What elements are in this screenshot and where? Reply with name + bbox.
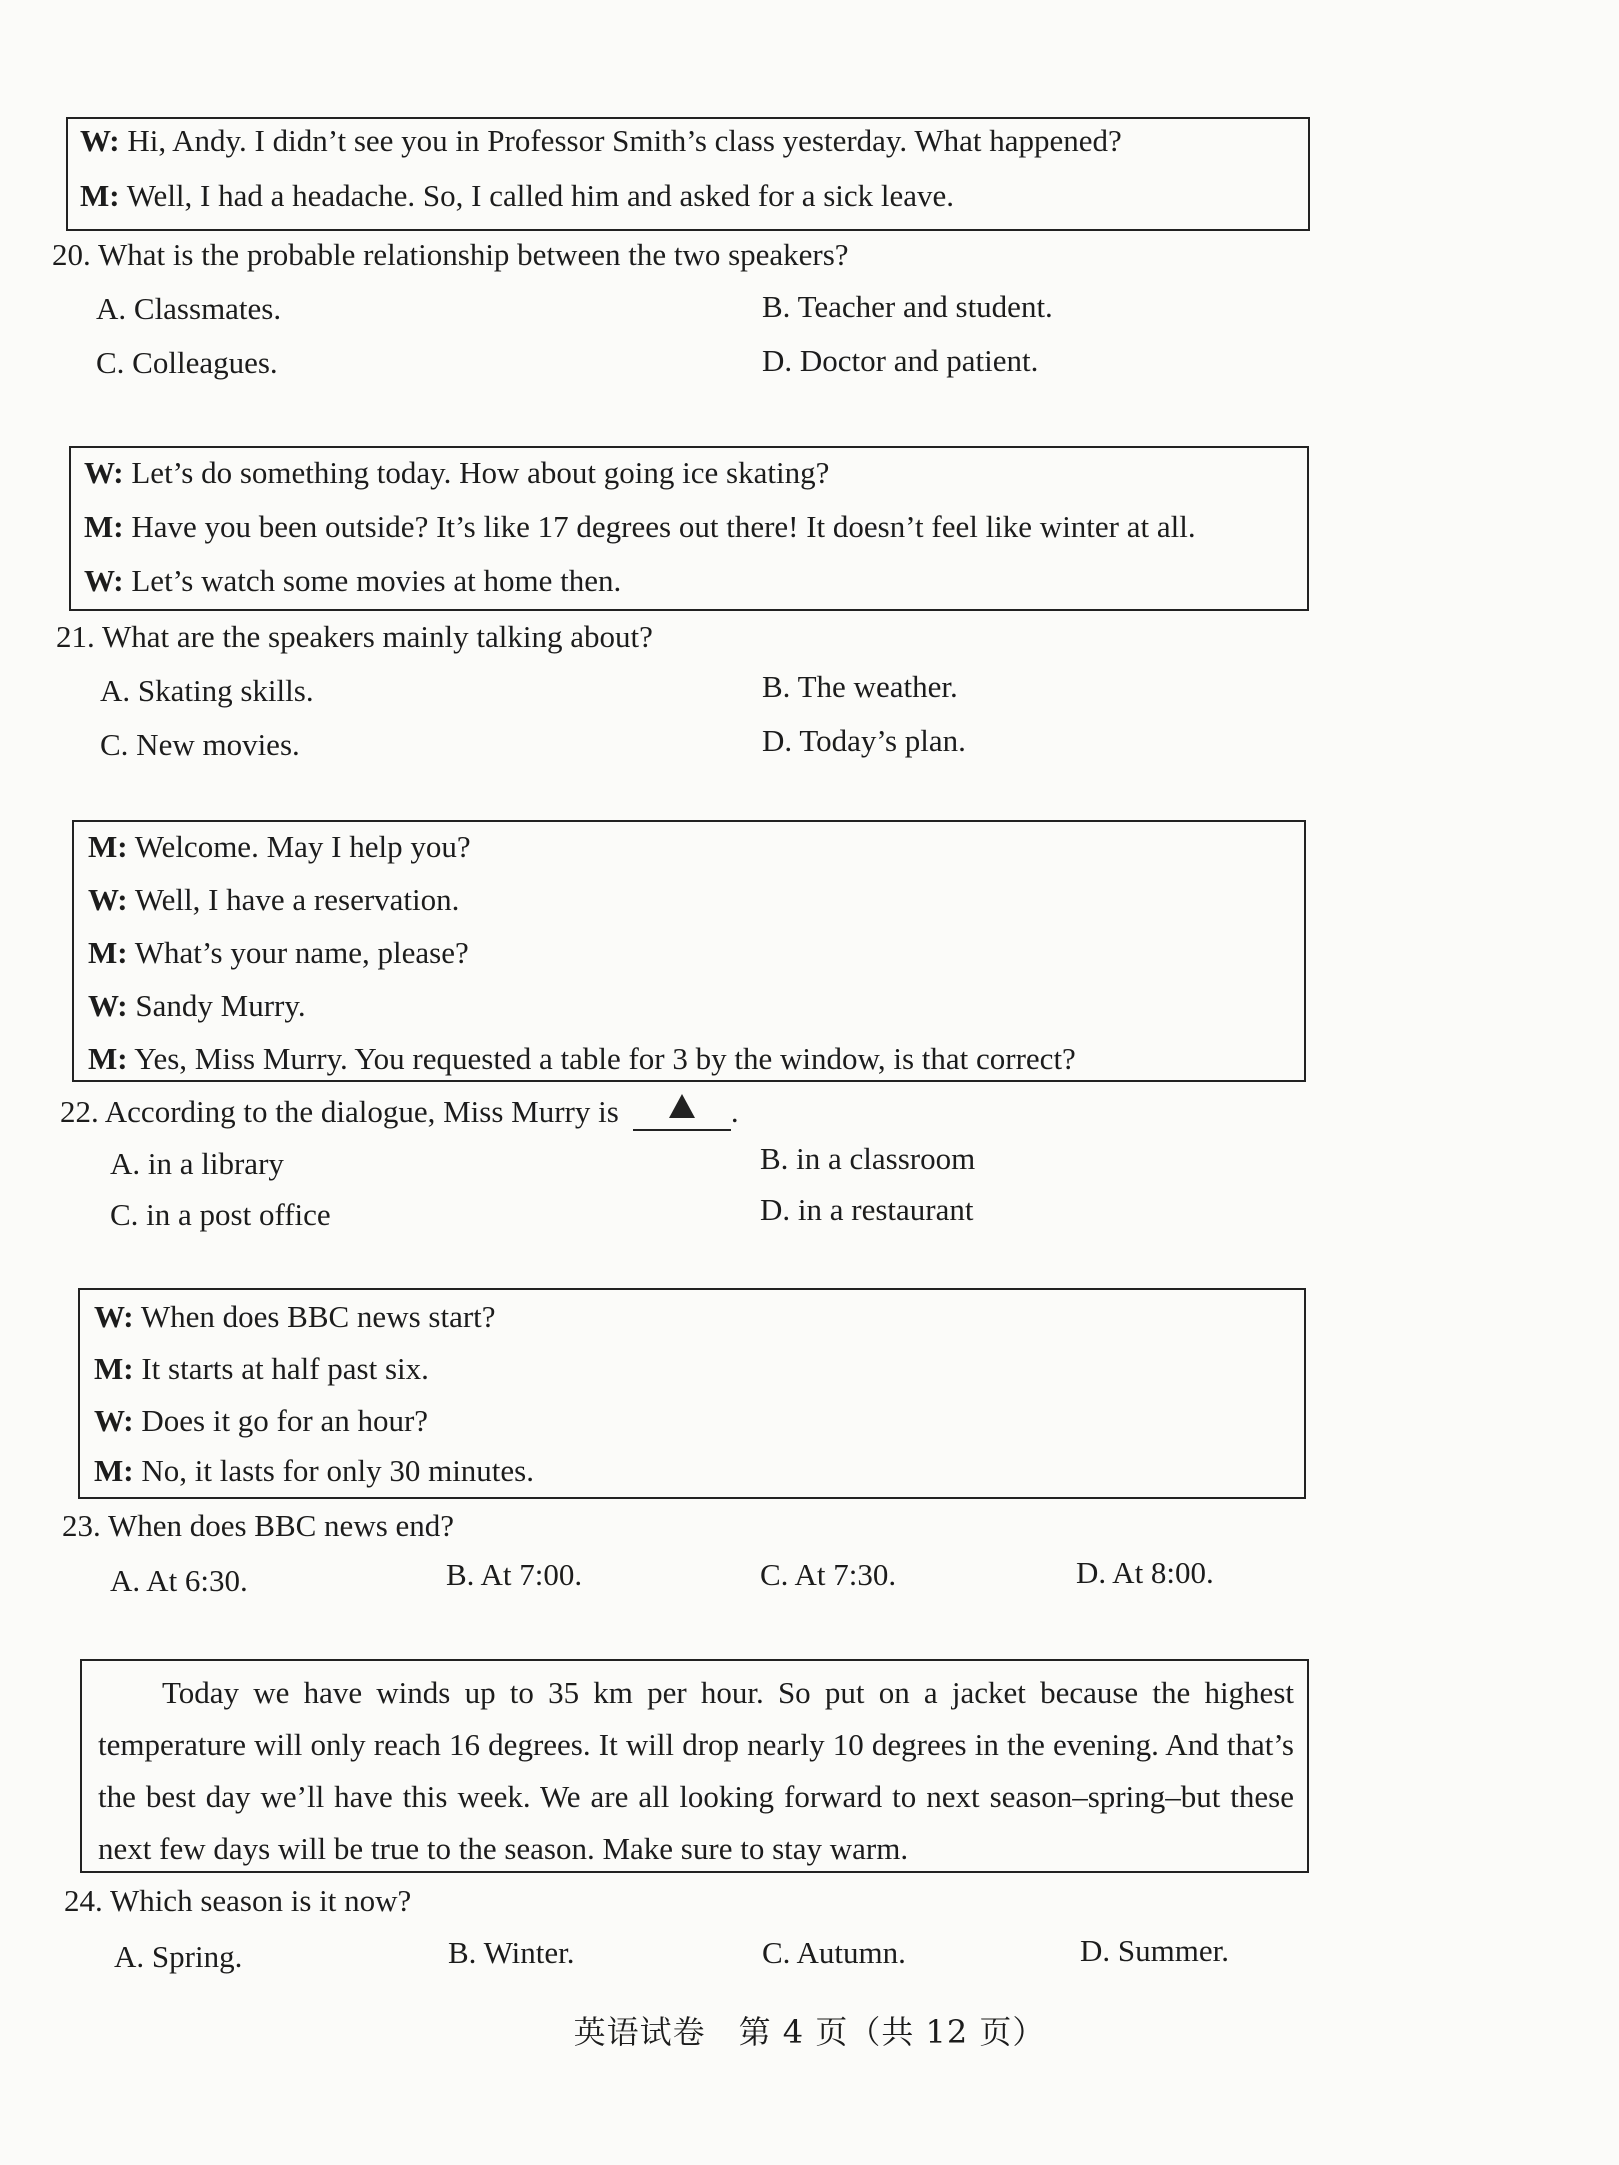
option-a: A. Skating skills. — [100, 673, 314, 708]
speaker-label: W: — [84, 563, 124, 598]
option-b: B. The weather. — [762, 669, 958, 704]
speaker-label: W: — [88, 988, 128, 1023]
dialogue-line — [80, 177, 954, 215]
option-b: B. Teacher and student. — [762, 289, 1053, 324]
option-a: A. At 6:30. — [110, 1563, 248, 1598]
option-d: D. Doctor and patient. — [762, 343, 1039, 378]
dialogue-text: What’s your name, please? — [127, 935, 469, 970]
speaker-label: M: — [88, 935, 128, 970]
dialogue-line — [84, 562, 621, 600]
dialogue-text: Yes, Miss Murry. You requested a table for 3 by the window, is that correct? — [127, 1041, 1076, 1076]
dialogue-line — [94, 1402, 428, 1440]
speaker-label: W: — [94, 1299, 134, 1334]
dialogue-text: Have you been outside? It’s like 17 degrees out there! It doesn’t feel like winter at all. — [123, 509, 1196, 544]
option-c: C. New movies. — [100, 727, 300, 762]
passage-box-24 — [80, 1659, 1309, 1873]
passage-text: Today we have winds up to 35 km per hour. So put on a jacket because the highest temperature will only reach 16 degrees. It will drop nearly 10 degrees in the evening. And that’s the best day we’ll have this week. We are all looking forward to next season–spring–but these next few days will be true to the season. Make sure to stay warm. — [98, 1675, 1294, 1866]
page-footer: 英语试卷 第 4 页（共 12 页） — [573, 2013, 1046, 2051]
speaker-label: M: — [84, 509, 124, 544]
option-d: D. Summer. — [1080, 1933, 1229, 1968]
option-c: C. At 7:30. — [760, 1557, 897, 1592]
dialogue-line — [84, 508, 1196, 546]
speaker-label: M: — [94, 1351, 134, 1386]
question-21: 21. What are the speakers mainly talking about? — [56, 619, 653, 654]
speaker-label: W: — [88, 882, 128, 917]
speaker-label: M: — [88, 829, 128, 864]
option-a: A. in a library — [110, 1146, 284, 1181]
option-d: D. in a restaurant — [760, 1192, 974, 1227]
option-b: B. Winter. — [448, 1935, 575, 1970]
option-c: C. in a post office — [110, 1197, 331, 1232]
option-b: B. At 7:00. — [446, 1557, 583, 1592]
dialogue-line — [88, 934, 469, 972]
dialogue-line — [94, 1350, 429, 1388]
question-20: 20. What is the probable relationship between the two speakers? — [52, 237, 849, 272]
question-end: . — [730, 1094, 739, 1129]
question-text: 22. According to the dialogue, Miss Murry is — [60, 1094, 619, 1129]
dialogue-text: Well, I have a reservation. — [127, 882, 460, 917]
option-a: A. Classmates. — [96, 291, 282, 326]
answer-blank — [633, 1091, 731, 1131]
triangle-icon — [669, 1094, 695, 1118]
dialogue-line — [94, 1298, 496, 1336]
speaker-label: W: — [80, 123, 120, 158]
dialogue-text: It starts at half past six. — [133, 1351, 429, 1386]
speaker-label: M: — [88, 1041, 128, 1076]
dialogue-text: Let’s do something today. How about going ice skating? — [123, 455, 830, 490]
speaker-label: W: — [94, 1403, 134, 1438]
speaker-label: M: — [80, 178, 120, 213]
dialogue-text: Well, I had a headache. So, I called him and asked for a sick leave. — [119, 178, 955, 213]
dialogue-line — [84, 454, 829, 492]
option-d: D. Today’s plan. — [762, 723, 966, 758]
dialogue-text: Hi, Andy. I didn’t see you in Professor Smith’s class yesterday. What happened? — [119, 123, 1122, 158]
dialogue-text: Sandy Murry. — [127, 988, 306, 1023]
option-a: A. Spring. — [114, 1939, 243, 1974]
dialogue-line — [88, 828, 471, 866]
option-c: C. Autumn. — [762, 1935, 906, 1970]
question-22 — [60, 1093, 739, 1133]
dialogue-line — [94, 1452, 534, 1490]
option-d: D. At 8:00. — [1076, 1555, 1214, 1590]
dialogue-line — [88, 1040, 1076, 1078]
dialogue-text: When does BBC news start? — [133, 1299, 496, 1334]
dialogue-line — [88, 987, 306, 1025]
speaker-label: W: — [84, 455, 124, 490]
speaker-label: M: — [94, 1453, 134, 1488]
option-c: C. Colleagues. — [96, 345, 278, 380]
option-b: B. in a classroom — [760, 1141, 976, 1176]
dialogue-text: Does it go for an hour? — [133, 1403, 429, 1438]
dialogue-line — [88, 881, 459, 919]
question-23: 23. When does BBC news end? — [62, 1508, 455, 1543]
dialogue-line — [80, 122, 1122, 160]
dialogue-text: Welcome. May I help you? — [127, 829, 471, 864]
question-24: 24. Which season is it now? — [64, 1883, 412, 1918]
dialogue-text: Let’s watch some movies at home then. — [123, 563, 622, 598]
dialogue-text: No, it lasts for only 30 minutes. — [133, 1453, 534, 1488]
